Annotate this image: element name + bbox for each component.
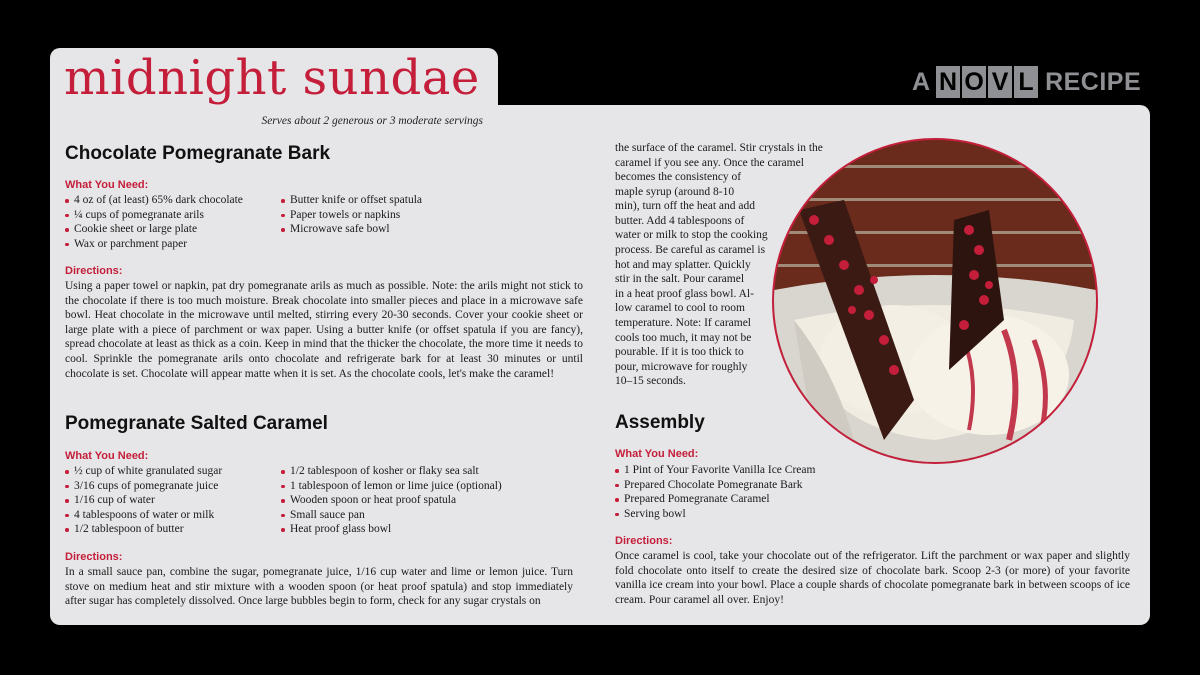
- text-line: low caramel to cool to room: [615, 302, 745, 315]
- text-line: hot and may splatter. Quickly: [615, 258, 751, 271]
- bark-directions: Using a paper towel or napkin, pat dry pomegranate arils as much as possible. Note: the arils might not stick to the chocolate if there is too much moisture. Break chocolate into smaller pieces and place in a microwave safe bowl. Heat chocolate in the microwave until melted, stirring every 20-30 seconds. Cover your cookie sheet or large plate with a piece of parchment or wax paper. Using a butter knife (or offset spatula if you are fancy), spread chocolate at least as thick as a coin. Keep in mind that the thicker the chocolate, the more time it needs to cool. Sprinkle the pomegranate arils onto chocolate and refrigerate bark for at least 30 minutes or until chocolate is set. Chocolate will appear matte when it is set. As the chocolate cools, let's make the caramel!: [65, 280, 583, 380]
- list-item: ¼ cups of pomegranate arils: [65, 208, 275, 223]
- brand-suffix: RECIPE: [1045, 67, 1142, 96]
- text-line: in a heat proof glass bowl. Al-: [615, 287, 754, 300]
- text-line: butter. Add 4 tablespoons of: [615, 214, 745, 227]
- list-item: ½ cup of white granulated sugar: [65, 464, 280, 479]
- caramel-need-list-2: [281, 464, 521, 537]
- bark-section-title: Chocolate Pomegranate Bark: [65, 143, 331, 164]
- caramel-directions-continued: the surface of the caramel. Stir crystals in the caramel if you see any. Once the caramel: [615, 142, 823, 169]
- list-item: Butter knife or offset spatula: [281, 193, 491, 208]
- list-item: 1 Pint of Your Favorite Vanilla Ice Cream: [615, 463, 915, 478]
- brand-letter: L: [1012, 66, 1038, 98]
- list-item: Wax or parchment paper: [65, 237, 275, 252]
- list-item: 4 oz of (at least) 65% dark chocolate: [65, 193, 275, 208]
- text-line: pour, microwave for roughly: [615, 360, 748, 373]
- assembly-section-title: Assembly: [615, 412, 705, 433]
- assembly-directions: Once caramel is cool, take your chocolate out of the refrigerator. Lift the parchment or wax paper and slightly fold chocolate onto itself to create the desired size of chocolate bark. Scoop 2-3 (or more) of your favorite vanilla ice cream into your bowl. Place a couple shards of chocolate pomegranate bark in between scoops of ice cream. Pour caramel all over. Enjoy!: [615, 550, 1130, 606]
- list-item: 1/16 cup of water: [65, 493, 280, 508]
- text-line: water or milk to stop the cooking: [615, 229, 768, 242]
- bark-directions-label: Directions:: [65, 265, 123, 277]
- text-line: cools too much, it may not be: [615, 331, 752, 344]
- brand-letter: O: [960, 66, 986, 98]
- assembly-directions-label: Directions:: [615, 535, 673, 547]
- caramel-directions-continued-lines: [615, 170, 768, 389]
- brand-logo: [912, 66, 1141, 98]
- assembly-need-label: What You Need:: [615, 448, 699, 460]
- text-line: temperature. Note: If caramel: [615, 316, 752, 329]
- list-item: Paper towels or napkins: [281, 208, 491, 223]
- list-item: Wooden spoon or heat proof spatula: [281, 493, 521, 508]
- caramel-need-label: What You Need:: [65, 450, 149, 462]
- caramel-need-list-1: [65, 464, 280, 537]
- serving-note: Serves about 2 generous or 3 moderate servings: [261, 115, 483, 127]
- text-line: becomes the consistency of: [615, 171, 742, 183]
- text-line: min), turn off the heat and add: [615, 200, 755, 213]
- list-item: Serving bowl: [615, 507, 915, 522]
- brand-letter: N: [936, 66, 960, 98]
- text-line: pourable. If it is too thick to: [615, 346, 744, 359]
- brand-prefix: A: [912, 67, 931, 96]
- assembly-need-list: [615, 463, 915, 521]
- bark-need-list-2: [281, 193, 491, 237]
- list-item: Heat proof glass bowl: [281, 522, 521, 537]
- list-item: Prepared Pomegranate Caramel: [615, 492, 915, 507]
- sundae-illustration: [774, 140, 1096, 462]
- list-item: 3/16 cups of pomegranate juice: [65, 479, 280, 494]
- list-item: 1/2 tablespoon of kosher or flaky sea salt: [281, 464, 521, 479]
- caramel-directions: In a small sauce pan, combine the sugar, pomegranate juice, 1/16 cup water and lime or lemon juice. Turn stove on medium heat and stir mixture with a wooden spoon (or heat proof spatula) and stop immediately after sugar has completely dissolved. Once large bubbles begin to form, check for any sugar crystals on: [65, 566, 573, 608]
- list-item: Microwave safe bowl: [281, 222, 491, 237]
- recipe-title: midnight sundae: [64, 50, 480, 106]
- sundae-photo: [772, 138, 1098, 464]
- caramel-section-title: Pomegranate Salted Caramel: [65, 413, 328, 434]
- list-item: Small sauce pan: [281, 508, 521, 523]
- brand-novl-box: [936, 66, 1038, 98]
- bark-need-label: What You Need:: [65, 179, 149, 191]
- bark-need-list-1: [65, 193, 275, 251]
- list-item: 1 tablespoon of lemon or lime juice (optional): [281, 479, 521, 494]
- brand-letter: V: [986, 66, 1012, 98]
- list-item: 1/2 tablespoon of butter: [65, 522, 280, 537]
- text-line: maple syrup (around 8-10: [615, 185, 735, 198]
- text-line: 10–15 seconds.: [615, 375, 686, 388]
- text-line: stir in the salt. Pour caramel: [615, 273, 745, 286]
- list-item: 4 tablespoons of water or milk: [65, 508, 280, 523]
- caramel-directions-label: Directions:: [65, 551, 123, 563]
- list-item: Cookie sheet or large plate: [65, 222, 275, 237]
- text-line: process. Be careful as caramel is: [615, 243, 766, 256]
- list-item: Prepared Chocolate Pomegranate Bark: [615, 478, 915, 493]
